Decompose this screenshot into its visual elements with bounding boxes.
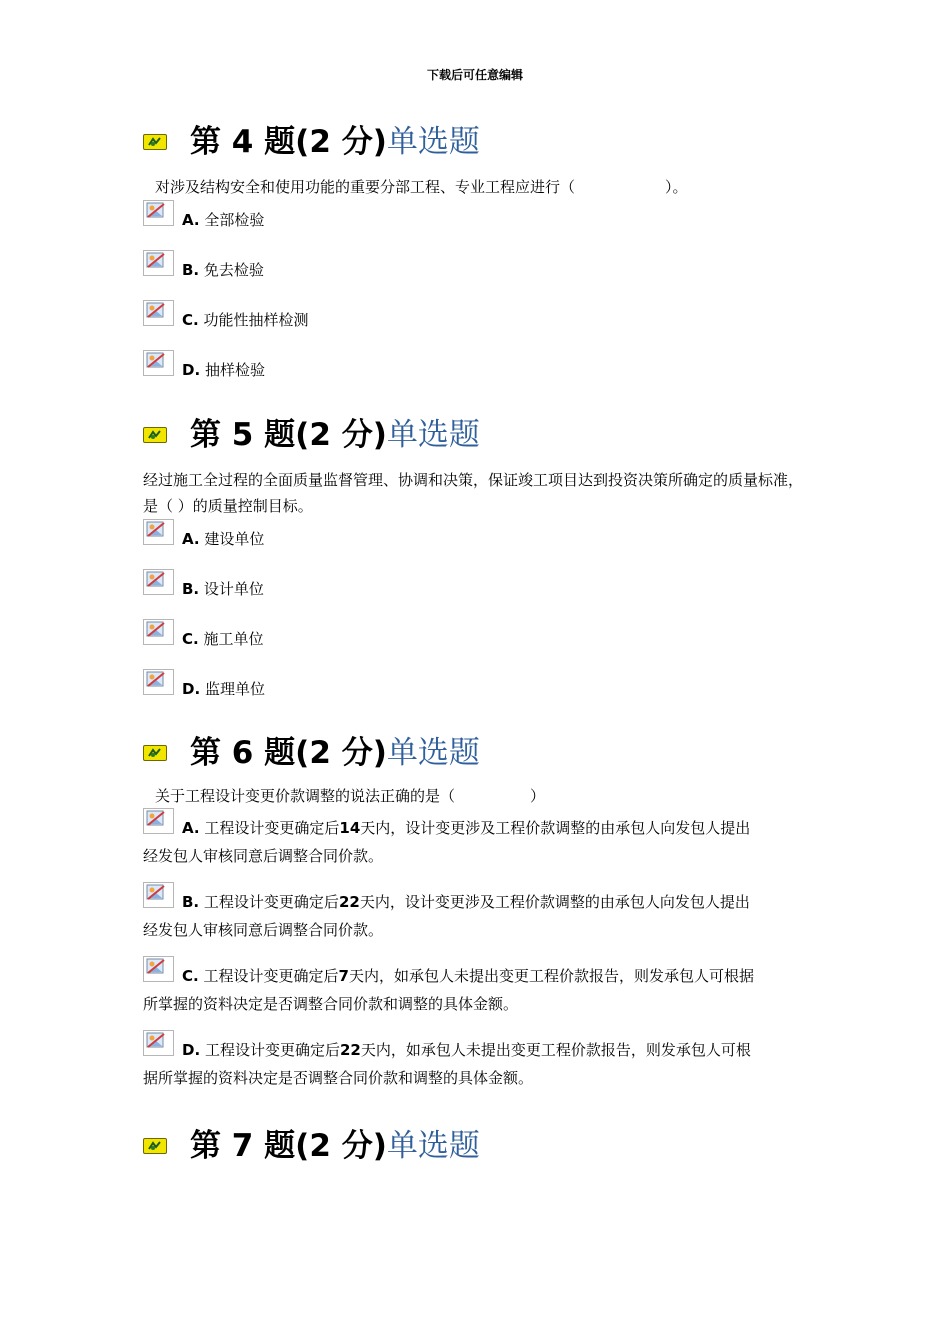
broken-image-icon[interactable] bbox=[143, 882, 174, 908]
option-c[interactable]: C. 功能性抽样检测 bbox=[143, 300, 803, 350]
options-list bbox=[143, 808, 803, 1105]
question-title bbox=[143, 120, 803, 164]
broken-image-icon[interactable] bbox=[143, 519, 174, 545]
broken-image-icon[interactable] bbox=[143, 200, 174, 226]
question-text: 经过施工全过程的全面质量监督管理、协调和决策，保证竣工项目达到投资决策所确定的质量标准，是（ ）的质量控制目标。 bbox=[143, 471, 804, 515]
question-title bbox=[143, 1124, 803, 1168]
page-header: 下载后可任意编辑 bbox=[426, 68, 523, 82]
question-5 bbox=[143, 413, 803, 719]
question-type: 单选题 bbox=[386, 1128, 480, 1164]
option-b[interactable]: B. 免去检验 bbox=[143, 250, 803, 300]
broken-image-icon[interactable] bbox=[143, 808, 174, 834]
question-type: 单选题 bbox=[386, 735, 480, 771]
question-heading: 第 4 题(2 分)单选题 bbox=[190, 124, 480, 160]
question-4 bbox=[143, 120, 803, 400]
option-b[interactable]: B. 工程设计变更确定后22天内，设计变更涉及工程价款调整的由承包人向发包人提出 经发包人审核同意后调整合同价款。 bbox=[143, 882, 803, 957]
broken-image-icon[interactable] bbox=[143, 250, 174, 276]
broken-image-icon[interactable] bbox=[143, 1030, 174, 1056]
broken-image-icon[interactable] bbox=[143, 669, 174, 695]
option-d[interactable]: D. 抽样检验 bbox=[143, 350, 803, 400]
option-d[interactable]: D. 监理单位 bbox=[143, 669, 803, 719]
broken-image-icon[interactable] bbox=[143, 569, 174, 595]
question-type: 单选题 bbox=[386, 124, 480, 160]
question-heading: 第 6 题(2 分)单选题 bbox=[190, 735, 480, 771]
question-marker-icon bbox=[143, 134, 167, 150]
option-a[interactable]: A. 建设单位 bbox=[143, 519, 803, 569]
broken-image-icon[interactable] bbox=[143, 619, 174, 645]
option-a[interactable]: A. 全部检验 bbox=[143, 200, 803, 250]
broken-image-icon[interactable] bbox=[143, 956, 174, 982]
question-title bbox=[143, 413, 803, 457]
option-b[interactable]: B. 设计单位 bbox=[143, 569, 803, 619]
question-text: 对涉及结构安全和使用功能的重要分部工程、专业工程应进行（ ）。 bbox=[155, 178, 688, 196]
options-list bbox=[143, 519, 803, 719]
question-marker-icon bbox=[143, 1138, 167, 1154]
option-d[interactable]: D. 工程设计变更确定后22天内，如承包人未提出变更工程价款报告，则发承包人可根 据所掌握的资料决定是否调整合同价款和调整的具体金额。 bbox=[143, 1030, 803, 1105]
question-heading: 第 7 题(2 分)单选题 bbox=[190, 1128, 480, 1164]
option-c[interactable]: C. 工程设计变更确定后7天内，如承包人未提出变更工程价款报告，则发承包人可根据 所掌握的资料决定是否调整合同价款和调整的具体金额。 bbox=[143, 956, 803, 1031]
question-text: 关于工程设计变更价款调整的说法正确的是（ ） bbox=[155, 787, 546, 805]
question-marker-icon bbox=[143, 427, 167, 443]
option-a[interactable]: A. 工程设计变更确定后14天内，设计变更涉及工程价款调整的由承包人向发包人提出 经发包人审核同意后调整合同价款。 bbox=[143, 808, 803, 883]
question-heading: 第 5 题(2 分)单选题 bbox=[190, 417, 480, 453]
option-c[interactable]: C. 施工单位 bbox=[143, 619, 803, 669]
broken-image-icon[interactable] bbox=[143, 300, 174, 326]
question-title bbox=[143, 731, 803, 775]
question-marker-icon bbox=[143, 745, 167, 761]
question-6 bbox=[143, 731, 803, 1105]
question-7 bbox=[143, 1124, 803, 1168]
options-list bbox=[143, 200, 803, 400]
broken-image-icon[interactable] bbox=[143, 350, 174, 376]
question-type: 单选题 bbox=[386, 417, 480, 453]
